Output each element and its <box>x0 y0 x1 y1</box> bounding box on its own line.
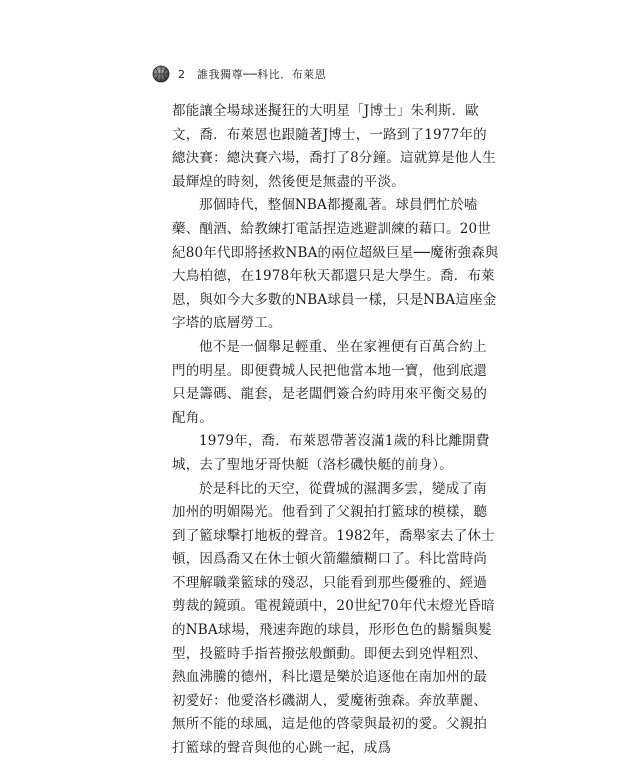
paragraph-4: 1979年，喬．布萊恩帶著沒滿1歲的科比離開費城，去了聖地牙哥快艇（洛杉磯快艇的前身）。 <box>172 433 490 473</box>
basketball-icon <box>152 65 170 83</box>
body-text <box>172 100 500 761</box>
paragraph-3: 他不是一個舉足輕重、坐在家裡便有百萬合約上門的明星。即便費城人民把他當本地一寶，他到底還只是籌碼、龍套，是老闆們簽合約時用來平衡交易的配角。 <box>172 338 488 426</box>
paragraph-2: 那個時代，整個NBA都擾亂著。球員們忙於嗑藥、酗酒、給教練打電話捏造逃避訓練的藉口。20世紀80年代即將拯救NBA的兩位超級巨星──魔術強森與大鳥柏德，在1978年秋天都還只是大學生。喬．布萊恩，與如今大多數的NBA球員一樣，只是NBA這座金字塔的底層勞工。 <box>172 197 499 332</box>
book-title: 誰我獨尊──科比．布萊恩 <box>197 68 327 81</box>
page-number: 2 <box>178 67 185 81</box>
paragraph-5: 於是科比的天空，從費城的濕潤多雲，變成了南加州的明媚陽光。他看到了父親拍打籃球的模樣，聽到了籃球擊打地板的聲音。1982年，喬舉家去了休士頓，因爲喬又在休士頓火箭繼續糊口了。科比當時尚不理解職業籃球的殘忍，只能看到那些優雅的、經過剪裁的鏡頭。電視鏡頭中，20世紀70年代末燈光昏暗的NBA球場，飛速奔跑的球員，形形色色的鬍鬚與髮型，投籃時手指苔撥弦般顫動。即便去到兇悍粗烈、熱血沸騰的德州，科比還是樂於追逐他在南加州的最初愛好：他愛洛杉磯湖人，愛魔術強森。奔放華麗、無所不能的球風，這是他的啓蒙與最初的愛。父親拍打籃球的聲音與他的心跳一起，成爲 <box>172 480 495 757</box>
running-header <box>152 64 326 84</box>
paragraph-1: 都能讓全場球迷擬狂的大明星「J博士」朱利斯．歐文，喬．布萊恩也跟隨著J博士，一路到了1977年的總決賽：總決賽六場，喬打了8分鐘。這就算是他人生最輝煌的時刻，然後便是無盡的平淡。 <box>172 103 496 190</box>
